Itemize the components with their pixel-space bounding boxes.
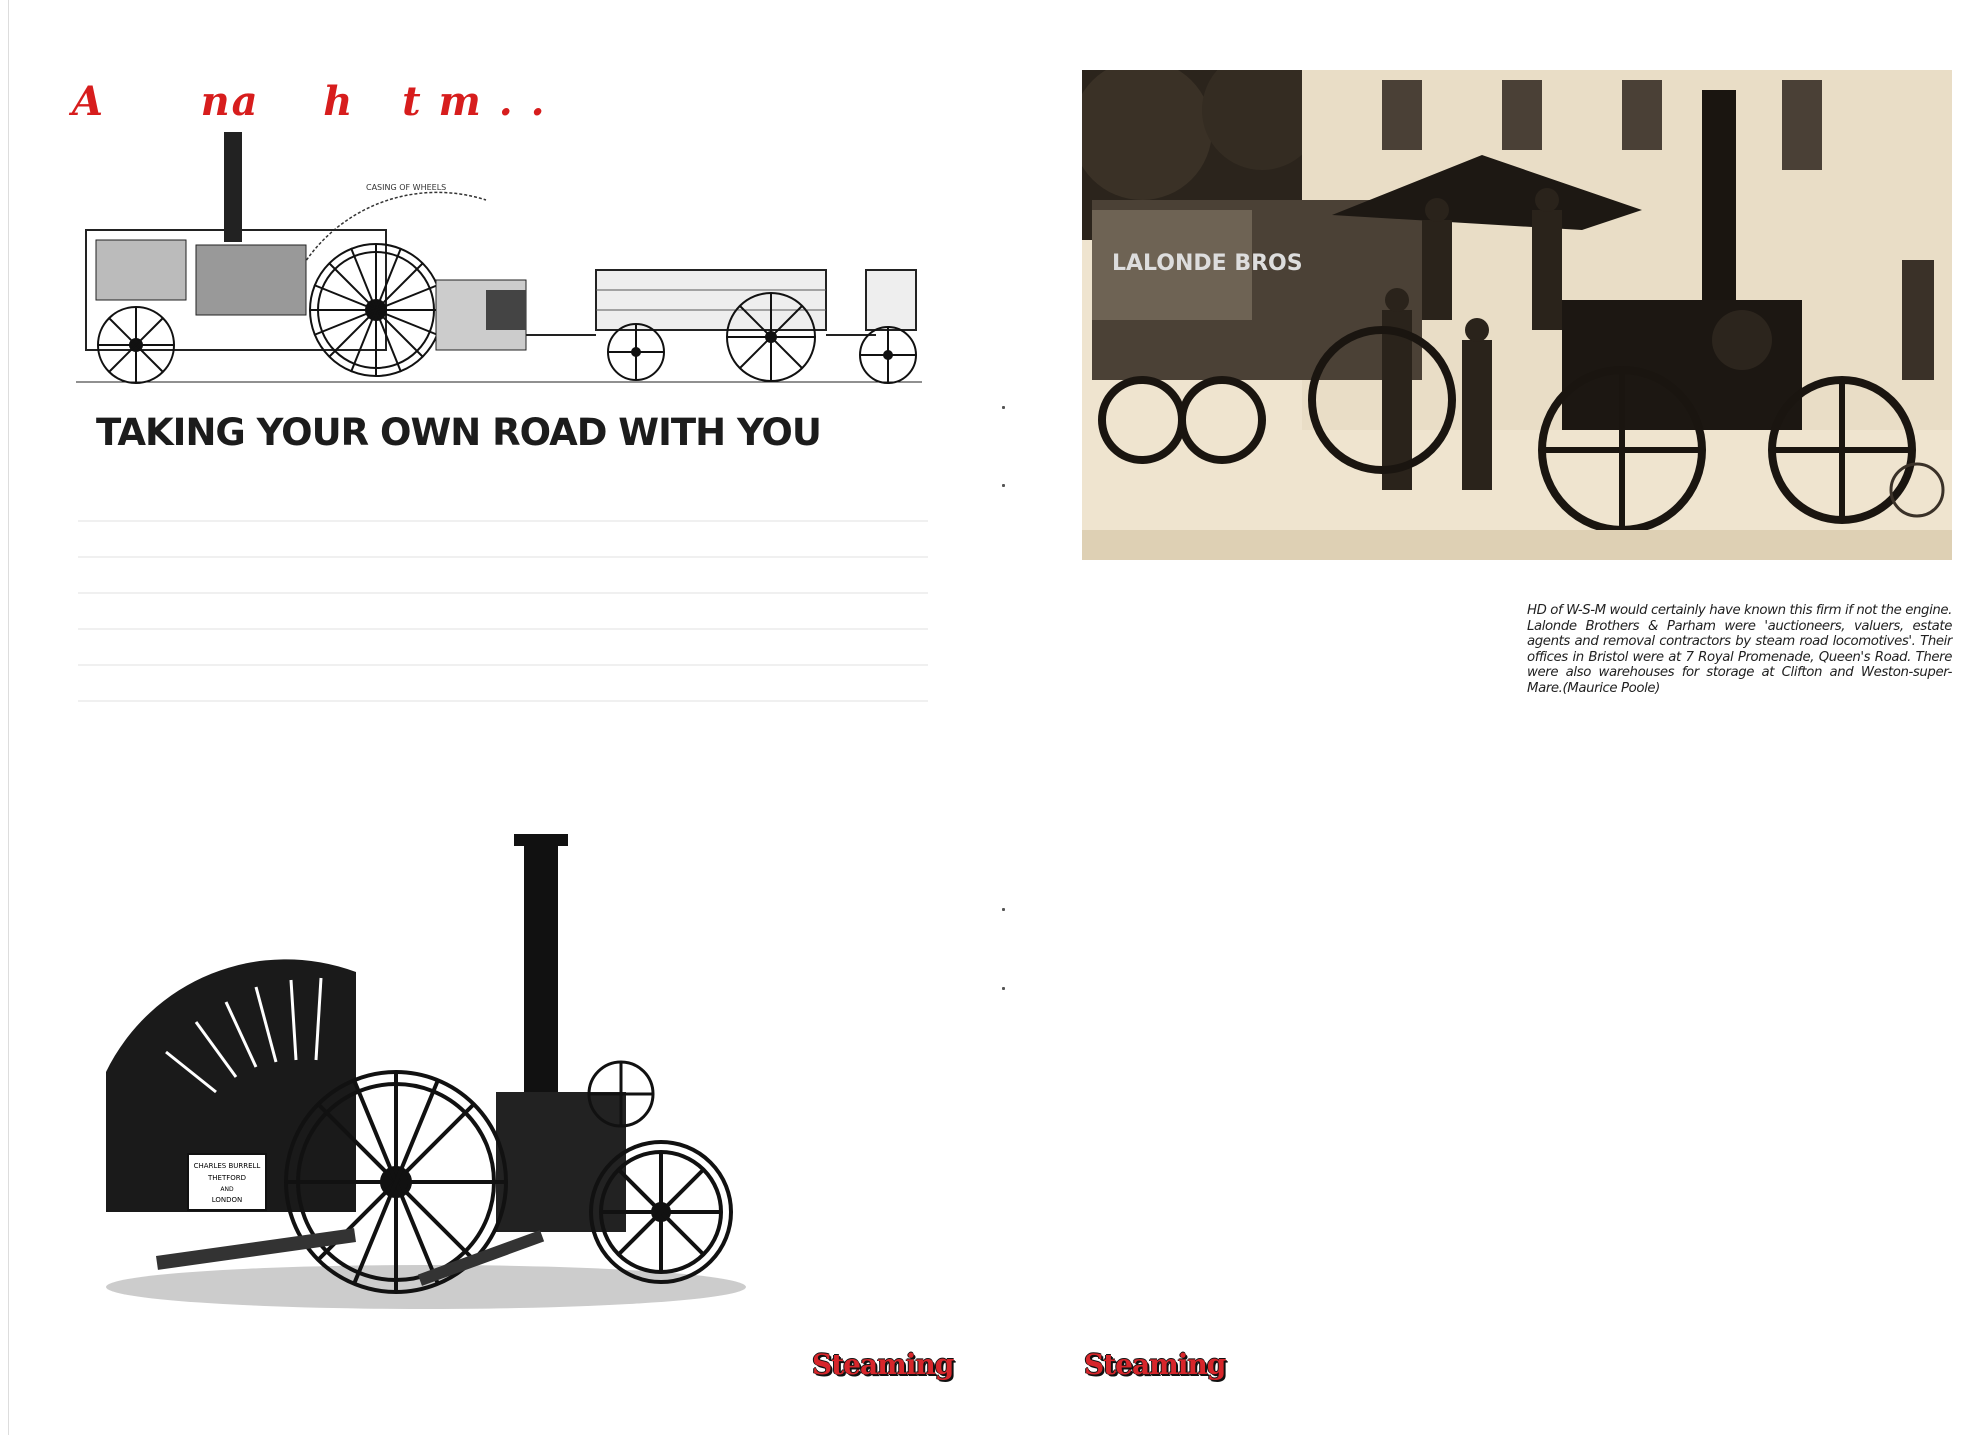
van-sign: LALONDE BROS — [1112, 251, 1303, 276]
print-speck — [1002, 987, 1005, 990]
steam-engine-and-wagon-engraving — [76, 130, 922, 392]
lalonde-brothers-steam-locomotive-photo — [1082, 70, 1952, 560]
article-kicker: A na h t m . . — [72, 78, 547, 125]
steaming-logo-left: Steaming — [812, 1348, 954, 1381]
faint-body-text — [78, 520, 928, 780]
burrell-traction-engine-engraving — [96, 832, 746, 1317]
print-speck — [1002, 484, 1005, 487]
plate-line-4: LONDON — [211, 1196, 243, 1204]
steaming-logo-right: Steaming — [1084, 1348, 1226, 1381]
casing-label: CASING OF WHEELS — [366, 183, 447, 192]
plate-line-2: THETFORD — [207, 1174, 247, 1182]
print-speck — [1002, 406, 1005, 409]
photo-caption: HD of W-S-M would certainly have known this firm if not the engine. Lalonde Brothers & Parham were 'auctioneers, valuers, estate agents and removal contractors by steam road locomotives'. Their offices in Bristol were at 7 Royal Promenade, Queen's Road. There were also warehouses for storage at Clifton and Weston-super-Mare.(Maurice Poole) — [1527, 603, 1952, 696]
page-edge — [8, 0, 9, 1435]
headline: TAKING YOUR OWN ROAD WITH YOU — [96, 411, 821, 454]
print-speck — [1002, 908, 1005, 911]
plate-line-1: CHARLES BURRELL — [193, 1162, 261, 1170]
plate-line-3: AND — [220, 1186, 234, 1193]
